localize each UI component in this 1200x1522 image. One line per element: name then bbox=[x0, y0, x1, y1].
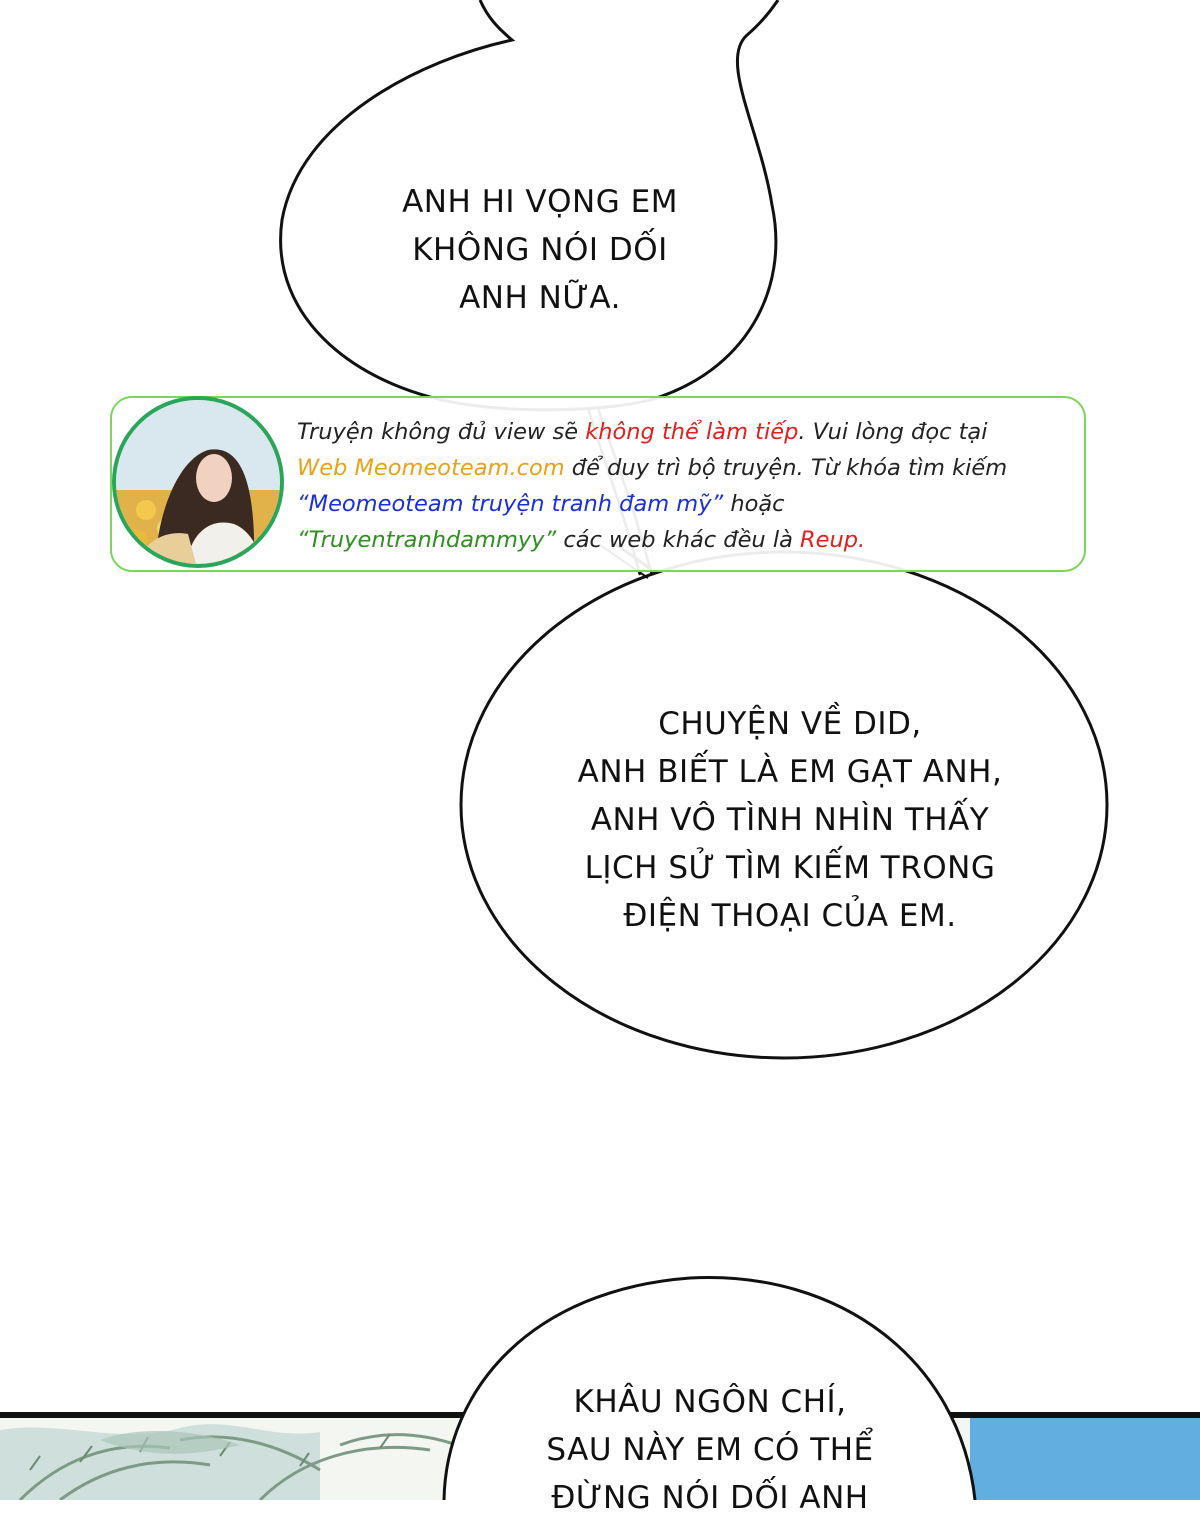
sky-area bbox=[970, 1418, 1200, 1500]
bubble-line: SAU NÀY EM CÓ THỂ bbox=[546, 1432, 874, 1468]
bubble-line: LỊCH SỬ TÌM KIẾM TRONG bbox=[584, 850, 996, 886]
watermark-row bbox=[297, 414, 1087, 450]
watermark-row bbox=[297, 486, 1087, 522]
bubble-text-middle bbox=[540, 700, 1040, 940]
bubble-line: ANH VÔ TÌNH NHÌN THẤY bbox=[590, 802, 990, 838]
bubble-line: KHÔNG NÓI DỐI bbox=[412, 232, 668, 268]
watermark-segment: . Vui lòng đọc tại bbox=[798, 419, 988, 445]
watermark-row bbox=[297, 522, 1087, 558]
watermark-segment: các web khác đều là bbox=[556, 527, 801, 553]
avatar-illustration bbox=[116, 400, 280, 564]
bubble-line: ANH HI VỌNG EM bbox=[402, 184, 678, 220]
search-keyword-1: “Meomeoteam truyện tranh đam mỹ” bbox=[297, 491, 724, 517]
search-keyword-2: “Truyentranhdammyy” bbox=[297, 527, 557, 553]
bubble-line: ANH BIẾT LÀ EM GẠT ANH, bbox=[577, 754, 1003, 790]
bubble-line: ĐỪNG NÓI DỐI ANH bbox=[551, 1480, 869, 1516]
reup-text: Reup bbox=[800, 527, 859, 553]
watermark-segment: hoặc bbox=[723, 491, 785, 517]
bubble-line: ANH NỮA. bbox=[459, 280, 621, 316]
bubble-line: ĐIỆN THOẠI CỦA EM. bbox=[623, 898, 957, 934]
watermark-segment: Truyện không đủ view sẽ bbox=[297, 419, 586, 445]
watermark-segment: . bbox=[858, 527, 866, 553]
bubble-line: CHUYỆN VỀ DID, bbox=[658, 706, 922, 742]
watermark-text bbox=[297, 414, 1087, 558]
watermark-row bbox=[297, 450, 1087, 486]
warning-text: không thể làm tiếp bbox=[585, 419, 799, 445]
bubble-text-bottom bbox=[480, 1378, 940, 1522]
bubble-line: KHÂU NGÔN CHÍ, bbox=[573, 1384, 847, 1420]
watermark-segment: để duy trì bộ truyện. Từ khóa tìm kiếm bbox=[564, 455, 1008, 481]
avatar bbox=[112, 396, 284, 568]
bubble-text-top bbox=[340, 178, 740, 322]
site-link[interactable]: Web Meomeoteam.com bbox=[297, 455, 565, 481]
